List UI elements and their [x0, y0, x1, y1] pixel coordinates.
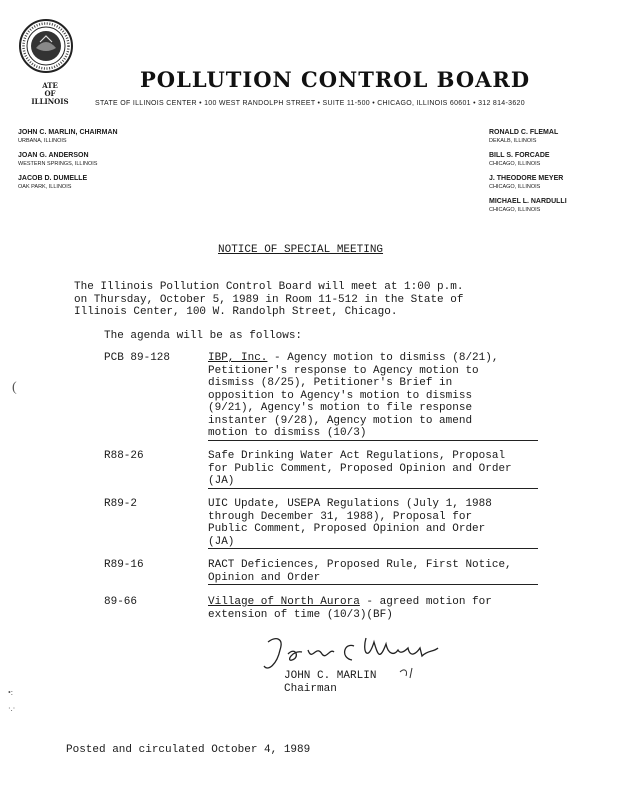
member-marlin — [18, 129, 118, 145]
agenda-case-number: R89-16 — [104, 559, 144, 571]
member-anderson — [18, 152, 97, 168]
agenda-item-description — [208, 559, 538, 585]
member-name: JOAN G. ANDERSON — [18, 152, 89, 159]
member-flemal — [489, 129, 558, 145]
state-label-line3: ILLINOIS — [31, 97, 69, 106]
member-location: OAK PARK, ILLINOIS — [18, 184, 72, 190]
member-name: J. THEODORE MEYER — [489, 175, 564, 182]
signer-name: JOHN C. MARLIN — [284, 670, 377, 682]
state-label-line1: ATE — [42, 81, 58, 90]
agenda-case-number: 89-66 — [104, 596, 138, 608]
agenda-text: RACT Deficiences, Proposed Rule, First Notice, Opinion and Order — [208, 559, 512, 584]
member-location: CHICAGO, ILLINOIS — [489, 184, 541, 190]
member-name: BILL S. FORCADE — [489, 152, 550, 159]
agenda-text: - agreed motion for extension of time (10/3)(BF) — [208, 596, 492, 621]
scan-mark: ( — [12, 380, 17, 395]
agenda-party: IBP, Inc. — [208, 352, 268, 364]
agenda-item-description — [208, 352, 538, 441]
agenda-party: Village of North Aurora — [208, 596, 360, 608]
scan-mark: •: — [8, 688, 14, 697]
agenda-case-number: R88-26 — [104, 450, 144, 462]
posted-date: Posted and circulated October 4, 1989 — [66, 744, 311, 756]
notice-intro: The Illinois Pollution Control Board will meet at 1:00 p.m. on Thursday, October 5, 1989 in Room 11-512 in the State of Illinois Center, 100 W. Randolph Street, Chicago. — [74, 281, 464, 318]
member-meyer — [489, 175, 563, 191]
member-name: JACOB D. DUMELLE — [18, 175, 88, 182]
agenda-case-number: PCB 89-128 — [104, 352, 171, 364]
member-name: MICHAEL L. NARDULLI — [489, 198, 567, 205]
member-name: JOHN C. MARLIN, CHAIRMAN — [18, 129, 118, 136]
agenda-item-description — [208, 498, 538, 549]
agenda-text: Safe Drinking Water Act Regulations, Proposal for Public Comment, Proposed Opinion and Order (JA) — [208, 450, 512, 487]
board-address: STATE OF ILLINOIS CENTER • 100 WEST RANDOLPH STREET • SUITE 11-500 • CHICAGO, ILLINOIS 60601 • 312 814-3620 — [95, 100, 525, 107]
board-title: POLLUTION CONTROL BOARD — [140, 67, 531, 92]
member-name: RONALD C. FLEMAL — [489, 129, 559, 136]
member-location: CHICAGO, ILLINOIS — [489, 207, 541, 213]
scan-mark: ·.· — [8, 704, 16, 713]
member-location: CHICAGO, ILLINOIS — [489, 161, 541, 167]
agenda-case-number: R89-2 — [104, 498, 138, 510]
member-dumelle — [18, 175, 87, 191]
member-nardulli — [489, 198, 567, 214]
agenda-item-description — [208, 450, 538, 489]
signer-title: Chairman — [284, 683, 337, 695]
agenda-text: UIC Update, USEPA Regulations (July 1, 1988 through December 31, 1988), Proposal for Public Comment, Proposed Opinion and Order (JA) — [208, 498, 492, 548]
state-seal-icon — [18, 18, 74, 74]
state-label — [24, 82, 76, 106]
member-forcade — [489, 152, 550, 168]
member-location: DEKALB, ILLINOIS — [489, 138, 537, 144]
agenda-intro: The agenda will be as follows: — [104, 330, 303, 342]
agenda-item-description — [208, 596, 538, 621]
state-label-line2: OF — [44, 89, 56, 98]
member-location: URBANA, ILLINOIS — [18, 138, 67, 144]
member-location: WESTERN SPRINGS, ILLINOIS — [18, 161, 98, 167]
notice-title: NOTICE OF SPECIAL MEETING — [218, 244, 384, 256]
agenda-text: - Agency motion to dismiss (8/21), Petitioner's response to Agency motion to dismiss (8/25), Petitioner's Brief in opposition to Agency's motion to dismiss (9/21), Agency's motion to file response instanter (9/28), Agency motion to amend motion to dismiss (10/3) — [208, 352, 499, 439]
